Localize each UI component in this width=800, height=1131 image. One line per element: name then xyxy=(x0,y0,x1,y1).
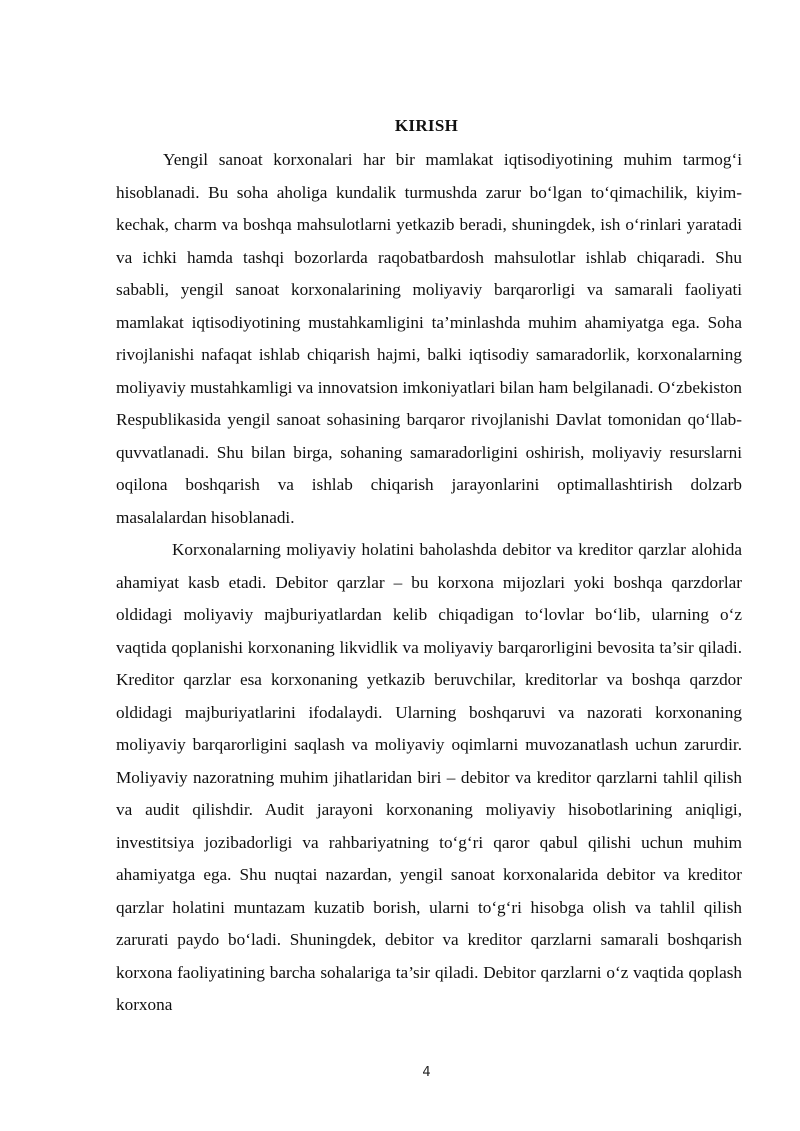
page-number: 4 xyxy=(422,1065,431,1080)
section-title: KIRISH xyxy=(394,116,459,135)
body-text xyxy=(116,144,742,1022)
paragraph-receivables: Korxonalarning moliyaviy holatini baholashda debitor va kreditor qarzlar alohida ahamiyat kasb etadi. Debitor qarzlar – bu korxona mijozlari yoki boshqa qarzdorlar oldidagi moliyaviy majburiyatlardan kelib chiqadigan to‘lovlar bo‘lib, ularning o‘z vaqtida qoplanishi korxonaning likvidlik va moliyaviy barqarorligini bevosita ta’sir qiladi. Kreditor qarzlar esa korxonaning yetkazib beruvchilar, kreditorlar va boshqa qarzdor oldidagi majburiyatlarini ifodalaydi. Ularning boshqaruvi va nazorati korxonaning moliyaviy barqarorligini saqlash va moliyaviy oqimlarni muvozanatlash uchun zarurdir. Moliyaviy nazoratning muhim jihatlaridan biri – debitor va kreditor qarzlarni tahlil qilish va audit qilishdir. Audit jarayoni korxonaning moliyaviy hisobotlarining aniqligi, investitsiya jozibadorligi va rahbariyatning to‘g‘ri qaror qabul qilishi uchun muhim ahamiyatga ega. Shu nuqtai nazardan, yengil sanoat korxonalarida debitor va kreditor qarzlar holatini muntazam kuzatib borish, ularni to‘g‘ri hisobga olish va tahlil qilish zarurati paydo bo‘ladi. Shuningdek, debitor va kreditor qarzlarni samarali boshqarish korxona faoliyatining barcha sohalariga ta’sir qiladi. Debitor qarzlarni o‘z vaqtida qoplash korxona xyxy=(116,540,742,1014)
paragraph-intro: Yengil sanoat korxonalari har bir mamlakat iqtisodiyotining muhim tarmog‘i hisoblanadi. Bu soha aholiga kundalik turmushda zarur bo‘lgan to‘qimachilik, kiyim-kechak, charm va boshqa mahsulotlarni yetkazib beradi, shuningdek, ish o‘rinlari yaratadi va ichki hamda tashqi bozorlarda raqobatbardosh mahsulotlar ishlab chiqaradi. Shu sababli, yengil sanoat korxonalarining moliyaviy barqarorligi va samarali faoliyati mamlakat iqtisodiyotining mustahkamligini ta’minlashda muhim ahamiyatga ega. Soha rivojlanishi nafaqat ishlab chiqarish hajmi, balki iqtisodiy samaradorlik, korxonalarning moliyaviy mustahkamligi va innovatsion imkoniyatlari bilan ham belgilanadi. O‘zbekiston Respublikasida yengil sanoat sohasining barqaror rivojlanishi Davlat tomonidan qo‘llab-quvvatlanadi. Shu bilan birga, sohaning samaradorligini oshirish, moliyaviy resurslarni oqilona boshqarish va ishlab chiqarish jarayonlarini optimallashtirish dolzarb masalalardan hisoblanadi. xyxy=(116,150,742,527)
